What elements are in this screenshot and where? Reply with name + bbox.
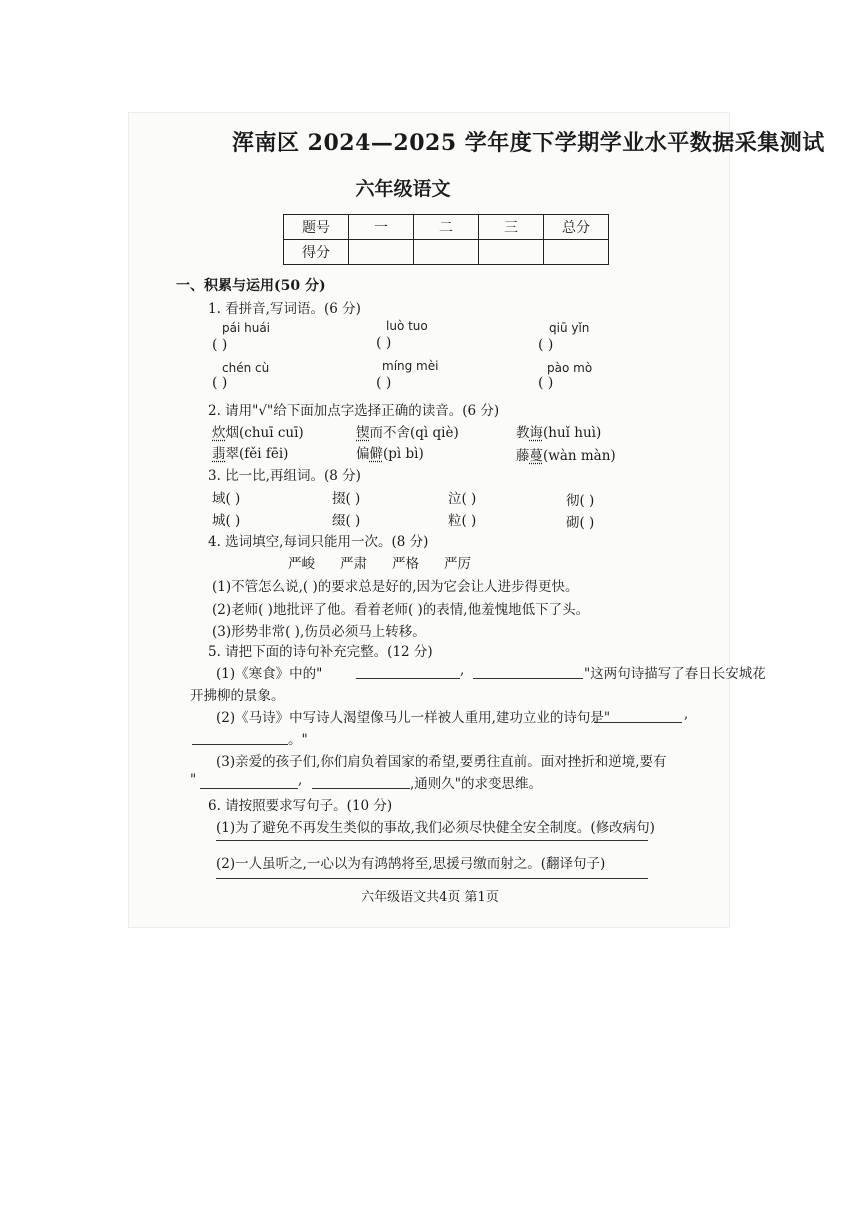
answer-line[interactable] — [216, 840, 648, 841]
word-choice: 严格 — [392, 556, 419, 572]
compare-item[interactable] — [566, 511, 594, 531]
answer-blank: ( ) — [345, 491, 361, 507]
answer-blank: ( ) — [579, 515, 595, 531]
compare-item[interactable] — [332, 509, 360, 529]
score-cell: 总分 — [544, 215, 609, 240]
q5-prompt: 5. 请把下面的诗句补充完整。(12 分) — [208, 644, 433, 660]
q2-prompt: 2. 请用"√"给下面加点字选择正确的读音。(6 分) — [208, 403, 500, 419]
answer-blank[interactable]: ( ) — [212, 375, 228, 391]
score-cell: 得分 — [284, 240, 349, 265]
pronunciation-item[interactable] — [356, 421, 459, 441]
fill-sentence[interactable]: (3)形势非常( ),伤员必须马上转移。 — [212, 624, 426, 640]
page-footer: 六年级语文共4页 第1页 — [361, 890, 499, 905]
poem-text: 开拂柳的景象。 — [190, 688, 285, 704]
poem-text: 。" — [288, 732, 308, 748]
answer-line[interactable] — [356, 678, 460, 679]
pinyin-options: (wàn màn) — [543, 448, 616, 464]
pinyin: luò tuo — [386, 319, 428, 333]
answer-line[interactable] — [200, 788, 298, 789]
pinyin: pào mò — [547, 361, 593, 375]
word-rest: 而不舍 — [369, 425, 410, 441]
pronunciation-item[interactable] — [212, 421, 304, 441]
dotted-char: 蔓 — [529, 448, 543, 464]
sentence-task: (2)一人虽听之,一心以为有鸿鹄将至,思援弓缴而射之。(翻译句子) — [216, 856, 606, 872]
answer-line[interactable] — [312, 788, 410, 789]
char: 粒 — [448, 513, 462, 529]
compare-item[interactable] — [448, 487, 476, 507]
answer-blank: ( ) — [579, 493, 595, 509]
q6-prompt: 6. 请按照要求写句子。(10 分) — [208, 798, 393, 814]
score-cell: 二 — [414, 215, 479, 240]
section-title: 一、积累与运用(50 分) — [176, 278, 326, 294]
word-rest: 烟 — [225, 425, 239, 441]
answer-line[interactable] — [473, 678, 583, 679]
char: 掇 — [332, 491, 346, 507]
answer-blank: ( ) — [461, 513, 477, 529]
char: 城 — [212, 513, 226, 529]
comma: , — [460, 662, 465, 678]
pinyin-options: (pì bì) — [383, 446, 424, 462]
comma: , — [298, 772, 303, 788]
word-pre: 藤 — [516, 448, 530, 464]
answer-blank[interactable]: ( ) — [376, 375, 392, 391]
compare-item[interactable] — [212, 509, 240, 529]
poem-text: " — [190, 772, 197, 788]
pinyin: míng mèi — [382, 359, 439, 373]
answer-blank[interactable]: ( ) — [538, 337, 554, 353]
exam-title: 浑南区 2024—2025 学年度下学期学业水平数据采集测试 — [232, 130, 825, 156]
answer-blank[interactable]: ( ) — [212, 337, 228, 353]
word-rest: 翠 — [225, 446, 239, 462]
char: 缀 — [332, 513, 346, 529]
score-input-cell[interactable] — [414, 240, 479, 265]
dotted-char: 炊 — [212, 425, 226, 441]
score-input-cell[interactable] — [349, 240, 414, 265]
pronunciation-item[interactable] — [516, 421, 601, 441]
compare-item[interactable] — [566, 489, 594, 509]
dotted-char: 翡 — [212, 446, 226, 462]
score-cell: 题号 — [284, 215, 349, 240]
answer-blank: ( ) — [225, 491, 241, 507]
char: 泣 — [448, 491, 462, 507]
score-table-score-row — [284, 240, 609, 265]
dotted-char: 诲 — [529, 425, 543, 441]
q1-prompt: 1. 看拼音,写词语。(6 分) — [208, 301, 361, 317]
word-choice: 严峻 — [288, 556, 315, 572]
sentence-task: (1)为了避免不再发生类似的事故,我们必须尽快健全安全制度。(修改病句) — [216, 820, 655, 836]
q3-prompt: 3. 比一比,再组词。(8 分) — [208, 468, 361, 484]
exam-subtitle: 六年级语文 — [355, 178, 451, 200]
score-cell: 三 — [479, 215, 544, 240]
pinyin: pái huái — [222, 321, 271, 335]
fill-sentence[interactable]: (2)老师( )地批评了他。看着老师( )的表情,他羞愧地低下了头。 — [212, 602, 590, 618]
pinyin-options: (chuī cuī) — [239, 425, 304, 441]
answer-blank: ( ) — [461, 491, 477, 507]
answer-line[interactable] — [192, 744, 288, 745]
dotted-char: 僻 — [369, 446, 383, 462]
answer-blank: ( ) — [225, 513, 241, 529]
word-choice: 严肃 — [340, 556, 367, 572]
pronunciation-item[interactable] — [212, 442, 288, 462]
pinyin-options: (fěi fēi) — [239, 446, 289, 462]
pinyin-options: (huǐ huì) — [543, 425, 602, 441]
pinyin-options: (qì qiè) — [410, 425, 459, 441]
char: 砌 — [566, 515, 580, 531]
word-pre: 教 — [516, 425, 530, 441]
char: 域 — [212, 491, 226, 507]
char: 彻 — [566, 493, 580, 509]
pronunciation-item[interactable] — [516, 444, 616, 464]
compare-item[interactable] — [332, 487, 360, 507]
pinyin: chén cù — [222, 361, 270, 375]
word-choice: 严厉 — [444, 556, 471, 572]
score-table — [283, 214, 609, 265]
comma: , — [684, 706, 689, 722]
poem-text: ,通则久"的求变思维。 — [410, 776, 543, 792]
score-table-header-row — [284, 215, 609, 240]
pronunciation-item[interactable] — [356, 442, 424, 462]
score-cell: 一 — [349, 215, 414, 240]
answer-blank[interactable]: ( ) — [376, 335, 392, 351]
score-input-cell[interactable] — [544, 240, 609, 265]
answer-line[interactable] — [216, 878, 648, 879]
fill-sentence[interactable]: (1)不管怎么说,( )的要求总是好的,因为它会让人进步得更快。 — [212, 579, 579, 595]
poem-text: (3)亲爱的孩子们,你们肩负着国家的希望,要勇往直前。面对挫折和逆境,要有 — [216, 754, 667, 770]
q4-prompt: 4. 选词填空,每词只能用一次。(8 分) — [208, 534, 429, 550]
poem-text: "这两句诗描写了春日长安城花 — [584, 666, 766, 682]
pinyin: qiū yǐn — [549, 321, 590, 335]
answer-blank[interactable]: ( ) — [538, 375, 554, 391]
compare-item[interactable] — [212, 487, 240, 507]
answer-blank: ( ) — [345, 513, 361, 529]
answer-line[interactable] — [594, 722, 682, 723]
word-pre: 偏 — [356, 446, 370, 462]
score-input-cell[interactable] — [479, 240, 544, 265]
compare-item[interactable] — [448, 509, 476, 529]
poem-text: (2)《马诗》中写诗人渴望像马儿一样被人重用,建功立业的诗句是" — [216, 710, 611, 726]
dotted-char: 锲 — [356, 425, 370, 441]
poem-text: (1)《寒食》中的" — [216, 666, 323, 682]
